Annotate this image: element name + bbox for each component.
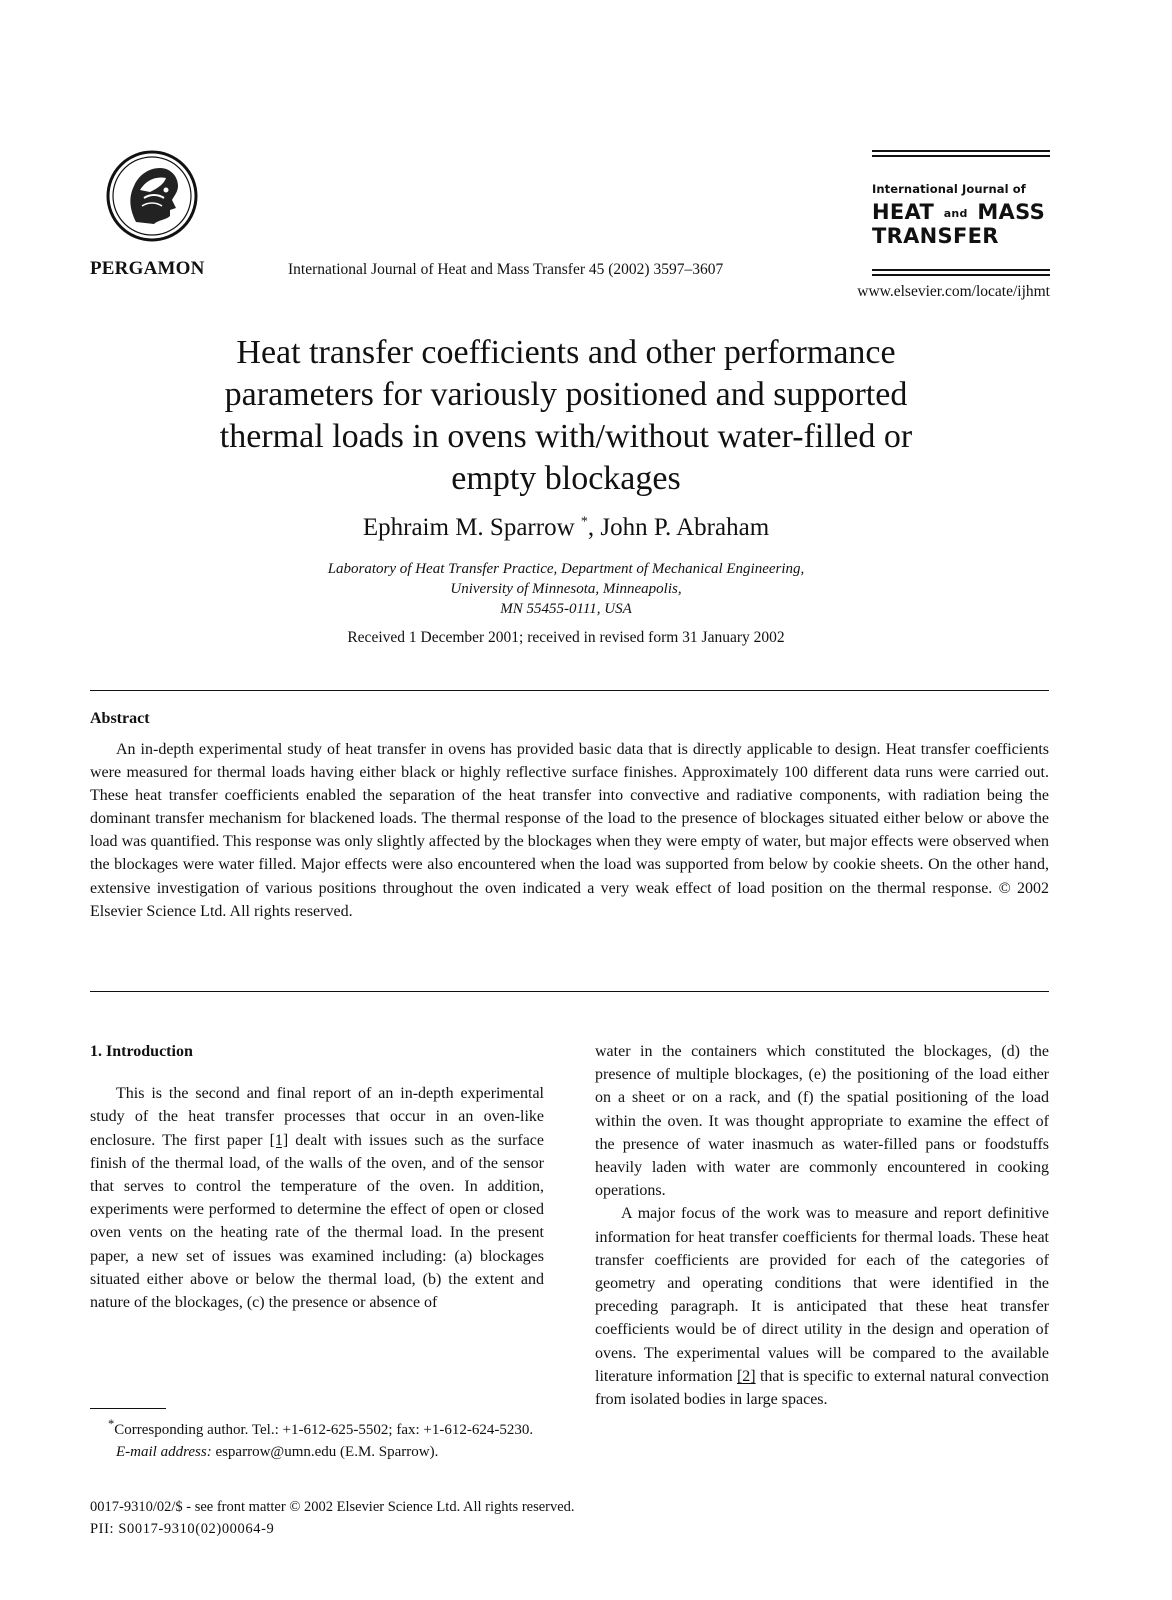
helmeted-head-seal-icon <box>106 150 198 242</box>
abstract-heading: Abstract <box>90 710 150 727</box>
received-dates: Received 1 December 2001; received in revised form 31 January 2002 <box>347 629 785 646</box>
affiliation: Laboratory of Heat Transfer Practice, Department of Mechanical Engineering, University of Minnesota, Minneapolis, MN 55455-0111, USA <box>327 561 805 617</box>
email-label: E-mail address: <box>116 1444 212 1460</box>
footnote: *Corresponding author. Tel.: +1-612-625-5502; fax: +1-612-624-5230. E-mail address: esparrow@umn.edu (E.M. Sparrow). <box>108 1417 534 1460</box>
journal-citation: International Journal of Heat and Mass Transfer 45 (2002) 3597–3607 <box>288 261 724 278</box>
reference-link-2[interactable]: [2] <box>736 1367 756 1385</box>
journal-logo-heat-mass: HEAT and MASS <box>872 200 1046 224</box>
footnote-rule <box>90 1408 166 1409</box>
journal-logo-top: International Journal of <box>872 182 1026 196</box>
abstract-top-rule <box>90 690 1049 691</box>
journal-logo <box>872 150 1050 276</box>
section-heading: 1. Introduction <box>90 1043 193 1060</box>
intro-paragraph-1-continued: water in the containers which constituted the blockages, (d) the presence of multiple blockages, (e) the positioning of the load either on a sheet or on a rack, and (f) the spatial positioning of the load within the oven. It was thought appropriate to examine the effect of the presence of water inasmuch as water-filled pans or foodstuffs heavily laden with water are commonly encountered in cooking operations. <box>595 1043 1049 1200</box>
right-column <box>595 1040 1049 1411</box>
intro-paragraph-1: This is the second and final report of an in-depth experimental study of the heat transfer processes that occur in an oven-like enclosure. The first paper [1] dealt with issues such as the surface finish of the thermal load, of the walls of the oven, and of the sensor that serves to control the temperature of the oven. In addition, experiments were performed to determine the effect of open or closed oven vents on the heating rate of the thermal load. In the present paper, a new set of issues was examined including: (a) blockages situated either above or below the thermal load, (b) the extent and nature of the blockages, (c) the presence or absence of <box>90 1085 545 1312</box>
paper-title: Heat transfer coefficients and other performance parameters for variously positioned and supported thermal loads in ovens with/without water-filled or empty blockages <box>219 334 913 497</box>
abstract-text: An in-depth experimental study of heat transfer in ovens has provided basic data that is directly applicable to design. Heat transfer coefficients were measured for thermal loads having either black or highly reflective surface finishes. Approximately 100 different data runs were carried out. These heat transfer coefficients enabled the separation of the heat transfer into convective and radiative components, with radiation being the dominant transfer mechanism for blackened loads. The thermal response of the load to the presence of blockages situated either below or above the load was quantified. This response was only slightly affected by the blockages when they were empty of water, but major effects were observed when the blockages were water filled. Major effects were also encountered when the load was supported from below by cookie sheets. On the other hand, extensive investigation of various positions throughout the oven indicated a very weak effect of load position on the thermal response. © 2002 Elsevier Science Ltd. All rights reserved. <box>90 741 1049 920</box>
abstract-bottom-rule <box>90 991 1049 992</box>
journal-logo-transfer: TRANSFER <box>872 224 999 248</box>
left-column <box>90 1040 544 1314</box>
reference-link-1[interactable]: [1] <box>269 1131 289 1149</box>
authors: Ephraim M. Sparrow *, John P. Abraham <box>362 514 770 541</box>
front-matter-info: 0017-9310/02/$ - see front matter © 2002 Elsevier Science Ltd. All rights reserved. PII: S0017-9310(02)00064-9 <box>90 1499 575 1537</box>
journal-url[interactable]: www.elsevier.com/locate/ijhmt <box>857 283 1050 300</box>
intro-paragraph-2: A major focus of the work was to measure and report definitive information for heat transfer coefficients for thermal loads. These heat transfer coefficients are provided for each of the categories of geometry and operating conditions that were identified in the preceding paragraph. It is anticipated that these heat transfer coefficients would be of direct utility in the design and operation of ovens. The experimental values will be compared to the available literature information [2] that is specific to external natural convection from isolated bodies in large spaces. <box>595 1205 1050 1409</box>
email-address[interactable]: esparrow@umn.edu (E.M. Sparrow). <box>211 1444 439 1460</box>
publisher-name: PERGAMON <box>90 258 205 279</box>
